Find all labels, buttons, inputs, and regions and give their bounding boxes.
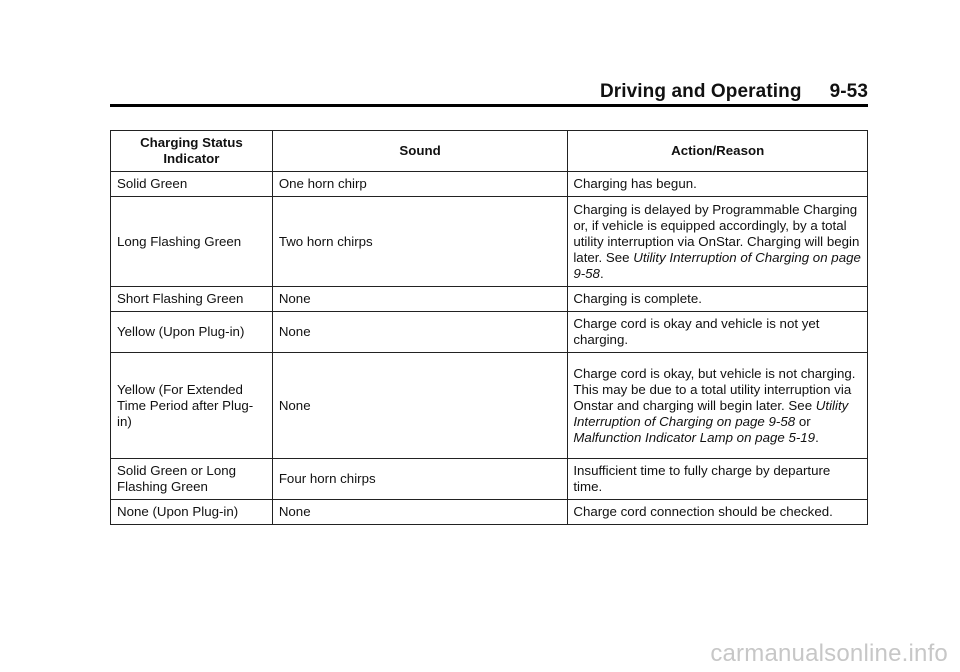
action-text: Charge cord is okay, but vehicle is not charging. This may be due to a total utility interruption via Onstar and charging will begin later. See	[573, 365, 856, 413]
table-row	[111, 459, 868, 500]
table-row	[111, 287, 868, 312]
sound-cell: Four horn chirps	[272, 459, 568, 500]
action-cell	[568, 500, 868, 525]
sound-cell: None	[272, 500, 568, 525]
indicator-cell: Solid Green or Long Flashing Green	[111, 459, 273, 500]
indicator-cell: None (Upon Plug-in)	[111, 500, 273, 525]
cross-reference: Utility Interruption of Charging on page 9-58	[573, 397, 849, 429]
action-text: .	[599, 265, 604, 281]
section-title: Driving and Operating	[599, 81, 802, 102]
action-text: .	[815, 429, 819, 445]
indicator-cell: Yellow (For Extended Time Period after Plug-in)	[111, 353, 273, 459]
action-text: or	[795, 413, 811, 429]
indicator-cell: Short Flashing Green	[111, 287, 273, 312]
cross-reference: Malfunction Indicator Lamp on page 5-19	[573, 429, 816, 445]
table-row	[111, 172, 868, 197]
cross-reference: Utility Interruption of Charging on page 9-58	[573, 249, 861, 281]
charging-status-table	[110, 130, 868, 525]
sound-cell: One horn chirp	[272, 172, 568, 197]
sound-cell: Two horn chirps	[272, 197, 568, 287]
action-cell	[568, 312, 868, 353]
header-rule	[110, 104, 868, 107]
action-text: Charging has begun.	[573, 176, 697, 191]
action-text: Charging is delayed by Programmable Charging or, if vehicle is equipped accordingly, by a total utility interruption via OnStar. Charging will begin later. See	[573, 201, 860, 265]
action-cell	[568, 287, 868, 312]
table-row	[111, 353, 868, 459]
page-number: 9-53	[829, 81, 868, 102]
action-cell	[568, 459, 868, 500]
action-cell	[568, 197, 868, 287]
sound-cell: None	[272, 353, 568, 459]
indicator-cell: Long Flashing Green	[111, 197, 273, 287]
action-text: Charge cord is okay and vehicle is not yet charging.	[573, 316, 820, 347]
watermark: carmanualsonline.info	[710, 640, 948, 667]
action-cell	[568, 172, 868, 197]
action-text: Charging is complete.	[573, 291, 702, 306]
indicator-cell: Yellow (Upon Plug-in)	[111, 312, 273, 353]
table-row	[111, 197, 868, 287]
column-header-indicator: Charging Status Indicator	[111, 131, 273, 172]
sound-cell: None	[272, 312, 568, 353]
table-header-row	[111, 131, 868, 172]
indicator-cell: Solid Green	[111, 172, 273, 197]
action-text: Charge cord connection should be checked.	[573, 504, 833, 519]
action-text: Insufficient time to fully charge by departure time.	[573, 463, 831, 494]
table-row	[111, 312, 868, 353]
sound-cell: None	[272, 287, 568, 312]
column-header-action: Action/Reason	[568, 131, 868, 172]
action-cell	[568, 353, 868, 459]
table-row	[111, 500, 868, 525]
page-header	[110, 78, 868, 106]
column-header-sound: Sound	[272, 131, 568, 172]
